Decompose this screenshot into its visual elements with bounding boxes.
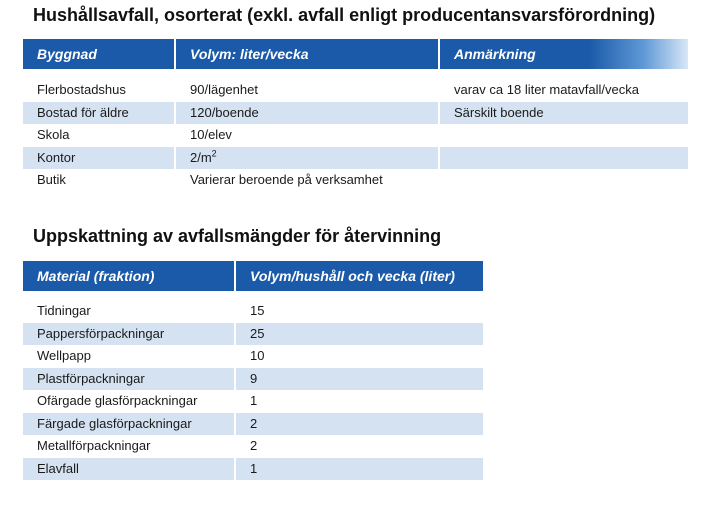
material-cell: Tidningar	[37, 303, 91, 318]
volume-cell: 9	[234, 368, 483, 391]
material-cell: Färgade glasförpackningar	[23, 413, 234, 436]
material-cell: Plastförpackningar	[23, 368, 234, 391]
volume-cell: 2	[234, 413, 483, 436]
volume-cell: 1	[234, 390, 483, 413]
recycling-table	[23, 300, 483, 480]
material-cell: Ofärgade glasförpackningar	[37, 393, 198, 408]
table-row	[23, 390, 483, 413]
table-row	[23, 323, 483, 346]
building-cell: Butik	[37, 172, 66, 187]
building-cell: Bostad för äldre	[23, 102, 174, 125]
volume-superscript: 2	[211, 148, 217, 159]
material-cell: Pappersförpackningar	[23, 323, 234, 346]
table-row	[23, 345, 483, 368]
volume-text: 2/m	[190, 149, 212, 165]
table-row	[23, 124, 688, 147]
building-cell: Skola	[37, 127, 70, 142]
building-cell: Flerbostadshus	[37, 82, 126, 97]
volume-cell: 10	[234, 345, 483, 368]
header-byggnad: Byggnad	[23, 39, 174, 69]
household-waste-table	[23, 79, 688, 192]
volume-cell	[174, 147, 438, 170]
volume-cell: 90/lägenhet	[174, 79, 438, 102]
household-waste-header	[23, 39, 688, 69]
volume-cell: 15	[234, 300, 483, 323]
volume-cell: 120/boende	[174, 102, 438, 125]
recycling-title: Uppskattning av avfallsmängder för återvinning	[33, 226, 442, 246]
header-material: Material (fraktion)	[23, 261, 234, 291]
table-row	[23, 300, 483, 323]
volume-cell: 10/elev	[174, 124, 438, 147]
building-cell: Kontor	[23, 147, 174, 170]
household-waste-title: Hushållsavfall, osorterat (exkl. avfall enligt producentansvarsförordning)	[33, 5, 656, 25]
table-row	[23, 458, 483, 481]
material-cell: Metallförpackningar	[37, 438, 151, 453]
material-cell: Wellpapp	[37, 348, 91, 363]
header-volym-hushall: Volym/hushåll och vecka (liter)	[234, 261, 483, 291]
recycling-header	[23, 261, 483, 291]
table-row	[23, 435, 483, 458]
note-cell	[438, 169, 688, 192]
table-row	[23, 368, 483, 391]
header-volym: Volym: liter/vecka	[174, 39, 438, 69]
volume-cell: 25	[234, 323, 483, 346]
note-cell: Särskilt boende	[438, 102, 688, 125]
volume-cell: Varierar beroende på verksamhet	[174, 169, 438, 192]
volume-cell: 2	[234, 435, 483, 458]
table-row	[23, 169, 688, 192]
note-cell	[438, 147, 688, 170]
table-row	[23, 102, 688, 125]
table-row	[23, 147, 688, 170]
note-cell: varav ca 18 liter matavfall/vecka	[438, 79, 688, 102]
material-cell: Elavfall	[23, 458, 234, 481]
volume-cell: 1	[234, 458, 483, 481]
header-anmarkning: Anmärkning	[438, 39, 688, 69]
table-row	[23, 79, 688, 102]
table-row	[23, 413, 483, 436]
note-cell	[438, 124, 688, 147]
